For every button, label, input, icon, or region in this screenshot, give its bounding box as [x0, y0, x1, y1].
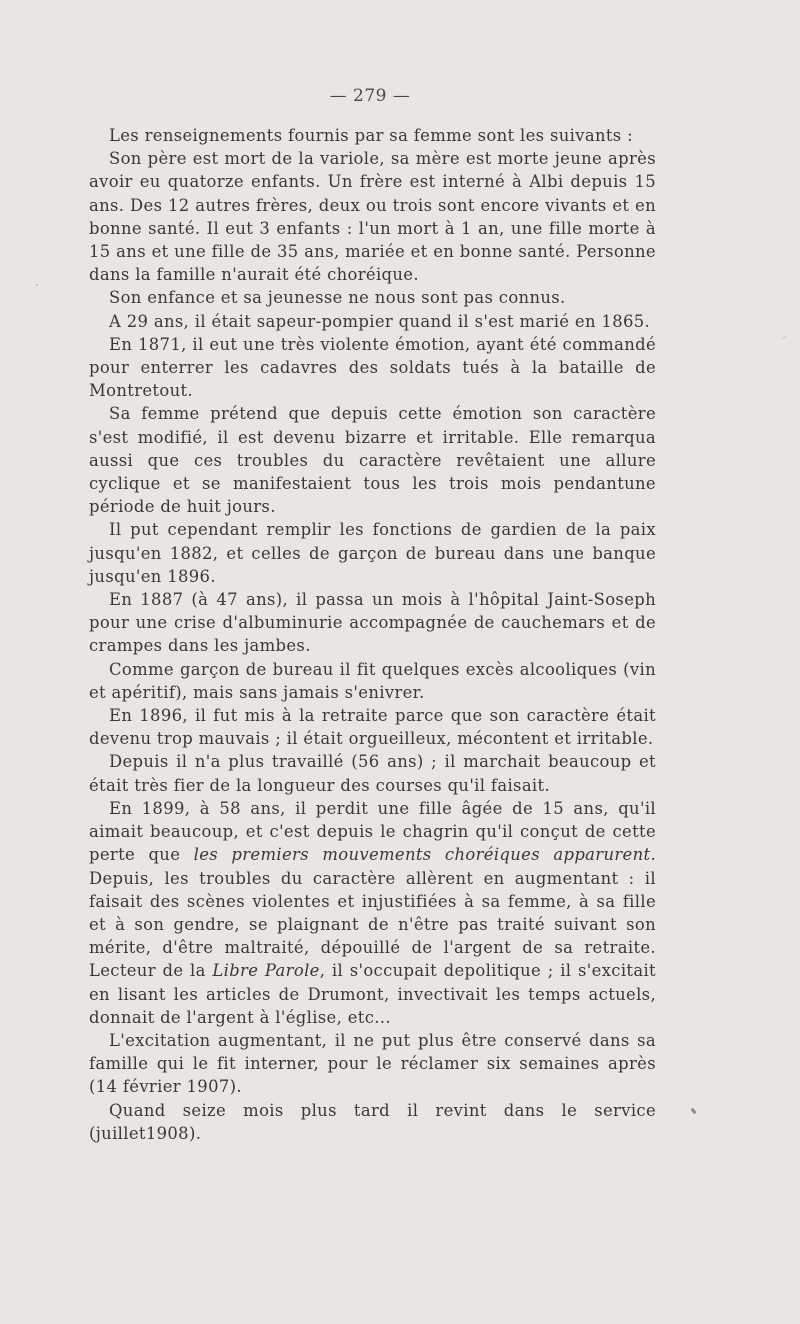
paper-speck: [690, 1108, 696, 1115]
paragraph: Son enfance et sa jeunesse ne nous sont pas connus.: [109, 288, 566, 308]
paragraph-text: En 1899, à 58 ans, il perdit une fille âgée de 15 ans, qu'il aimait beaucoup, et c'est depuis le chagrin qu'il conçut de cette perte que: [89, 798, 656, 865]
paragraph: En 1887 (à 47 ans), il passa un mois à l'hôpital Jaint-Soseph pour une crise d'albuminurie accompagnée de cauchemars et de crampes dans les jambes.: [89, 590, 656, 656]
paragraph: En 1871, il eut une très violente émotion, ayant été commandé pour enterrer les cadavres des soldats tués à la bataille de Montretout.: [89, 334, 656, 401]
paragraph: L'excitation augmentant, il ne put plus être conservé dans sa famille qui le fit interner, pour le réclamer six semaines après (14 février 1907).: [89, 1030, 656, 1097]
paper-speck: [36, 284, 38, 286]
paragraph: Sa femme prétend que depuis cette émotion son caractère s'est modifié, il est devenu bizarre et irritable. Elle remarqua aussi que ces troubles du caractère revêtaient une allure cyclique et se manifestaient tous les trois mois pendantune période de huit jours.: [89, 404, 656, 517]
paragraph: Quand seize mois plus tard il revint dans le service (juillet1908).: [89, 1100, 656, 1143]
paper-speck: [782, 336, 787, 340]
paragraph: Son père est mort de la variole, sa mère est morte jeune après avoir eu quatorze enfants. Un frère est interné à Albi depuis 15 ans. Des 12 autres frères, deux ou trois sont encore vivants et en bonne santé. Il eut 3 enfants : l'un mort à 1 an, une fille morte à 15 ans et une fille de 35 ans, mariée et en bonne santé. Personne dans la famille n'aurait été choréique.: [89, 149, 656, 285]
paragraph-text: , il s'occupait depolitique ; il s'excitait en lisant les articles de Drumont, invectivait les temps actuels, donnait de l'argent à l'église, etc...: [89, 961, 656, 1027]
paragraph: A 29 ans, il était sapeur-pompier quand il s'est marié en 1865.: [109, 311, 651, 331]
newspaper-title: Libre Parole: [212, 961, 320, 981]
paragraph: [89, 797, 656, 1029]
italic-phrase: les premiers mouvements choréiques apparurent.: [193, 845, 657, 865]
paragraph: Comme garçon de bureau il fit quelques excès alcooliques (vin et apéritif), mais sans jamais s'enivrer.: [89, 659, 656, 702]
paragraph-text: Depuis, les troubles du caractère allèrent en augmentant : il faisait des scènes violentes et injustifiées à sa femme, à sa fille et à son gendre, se plaignant de n'être pas traité suivant son mérite, d'être maltraité, dépouillé de l'argent de sa retraite. Lecteur de la: [89, 868, 656, 981]
paragraph: Les renseignements fournis par sa femme sont les suivants :: [109, 126, 633, 145]
body-text: [89, 124, 656, 1145]
paragraph: Depuis il n'a plus travaillé (56 ans) ; il marchait beaucoup et était très fier de la longueur des courses qu'il faisait.: [89, 752, 656, 795]
page-number: — 279 —: [329, 86, 411, 106]
paragraph: Il put cependant remplir les fonctions de gardien de la paix jusqu'en 1882, et celles de garçon de bureau dans une banque jusqu'en 1896.: [89, 520, 656, 586]
paragraph: En 1896, il fut mis à la retraite parce que son caractère était devenu trop mauvais ; il était orgueilleux, mécontent et irritable.: [89, 706, 656, 749]
